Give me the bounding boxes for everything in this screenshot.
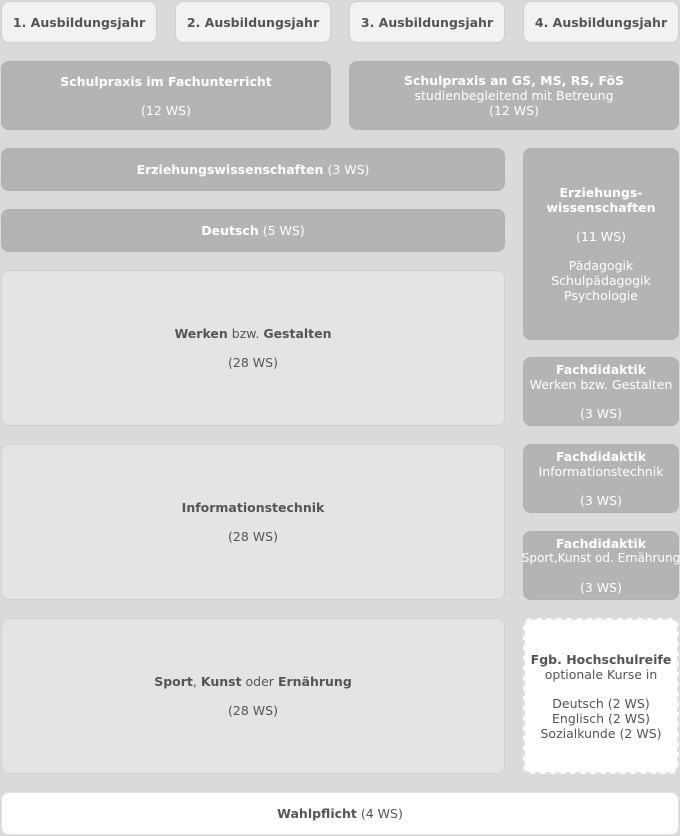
box-title: Schulpraxis an GS, MS, RS, FöS <box>403 73 625 88</box>
erziehungswissenschaften-side-box <box>523 148 679 340</box>
box-title: Wahlpflicht <box>277 806 357 821</box>
box-subtitle: studienbegleitend mit Betreung <box>414 88 614 103</box>
box-ws: (3 WS) <box>327 162 370 177</box>
box-title: Fachdidaktik <box>555 536 647 552</box>
box-ws: (3 WS) <box>580 406 622 421</box>
box-title: Deutsch <box>201 223 259 238</box>
box-subtitle: Werken bzw. Gestalten <box>529 377 673 392</box>
connector-text: oder <box>245 674 274 689</box>
year-label: 2. Ausbildungsjahr <box>186 14 320 30</box>
year-label: 1. Ausbildungsjahr <box>12 14 146 30</box>
list-item: Psychologie <box>564 288 638 303</box>
box-ws: (3 WS) <box>580 579 622 595</box>
fachdidaktik-sport-box <box>523 531 679 600</box>
informationstechnik-box <box>1 444 505 600</box>
box-subtitle: Sport,Kunst od. Ernährung <box>521 551 680 566</box>
list-item: Pädagogik <box>568 258 634 273</box>
year-header-2 <box>175 1 331 43</box>
box-ws: (12 WS) <box>489 103 539 118</box>
fachdidaktik-werken-box <box>523 357 679 426</box>
fachdidaktik-it-box <box>523 444 679 513</box>
connector-text: bzw. <box>231 326 260 341</box>
box-title: Fachdidaktik <box>555 362 647 377</box>
list-item: Schulpädagogik <box>551 273 651 288</box>
sport-title: Sport <box>154 674 193 689</box>
box-title-line <box>154 674 352 689</box>
kunst-title: Kunst <box>200 674 242 689</box>
werken-title: Werken <box>174 326 228 341</box>
list-item: Sozialkunde (2 WS) <box>540 725 662 741</box>
box-ws: (28 WS) <box>228 703 278 718</box>
box-ws: (11 WS) <box>576 229 626 244</box>
box-title: Erziehungs- <box>559 185 643 200</box>
box-title: wissenschaften <box>546 200 656 215</box>
box-title: Schulpraxis im Fachunterricht <box>60 73 272 89</box>
box-ws: (3 WS) <box>580 493 622 508</box>
hochschulreife-box <box>523 618 679 774</box>
box-ws: (5 WS) <box>262 223 305 238</box>
box-ws: (12 WS) <box>141 102 191 118</box>
year-label: 4. Ausbildungsjahr <box>534 14 668 30</box>
box-ws: (4 WS) <box>360 806 403 821</box>
gestalten-title: Gestalten <box>263 326 332 341</box>
schulpraxis-fachunterricht-box <box>1 61 331 130</box>
year-header-1 <box>1 1 157 43</box>
year-header-4 <box>523 1 679 43</box>
sport-kunst-ernaehrung-box <box>1 618 505 774</box>
box-ws: (28 WS) <box>228 529 278 544</box>
box-title-line <box>174 326 331 341</box>
werken-gestalten-box <box>1 270 505 426</box>
list-item: Englisch (2 WS) <box>552 710 650 726</box>
ernaehrung-title: Ernährung <box>277 674 352 689</box>
box-title: Erziehungswissenschaften <box>136 162 324 177</box>
box-subtitle: optionale Kurse in <box>544 666 658 682</box>
box-ws: (28 WS) <box>228 355 278 370</box>
box-title: Informationstechnik <box>181 500 325 515</box>
deutsch-box <box>1 209 505 252</box>
erziehungswissenschaften-box <box>1 148 505 191</box>
list-item: Deutsch (2 WS) <box>552 695 650 711</box>
separator-comma: , <box>192 674 197 689</box>
box-subtitle: Informationstechnik <box>538 464 664 479</box>
box-title: Fachdidaktik <box>555 449 647 464</box>
box-title: Fgb. Hochschulreife <box>530 651 672 667</box>
schulpraxis-schularten-box <box>349 61 679 130</box>
wahlpflicht-box <box>1 792 679 835</box>
year-header-3 <box>349 1 505 43</box>
year-label: 3. Ausbildungsjahr <box>360 14 494 30</box>
